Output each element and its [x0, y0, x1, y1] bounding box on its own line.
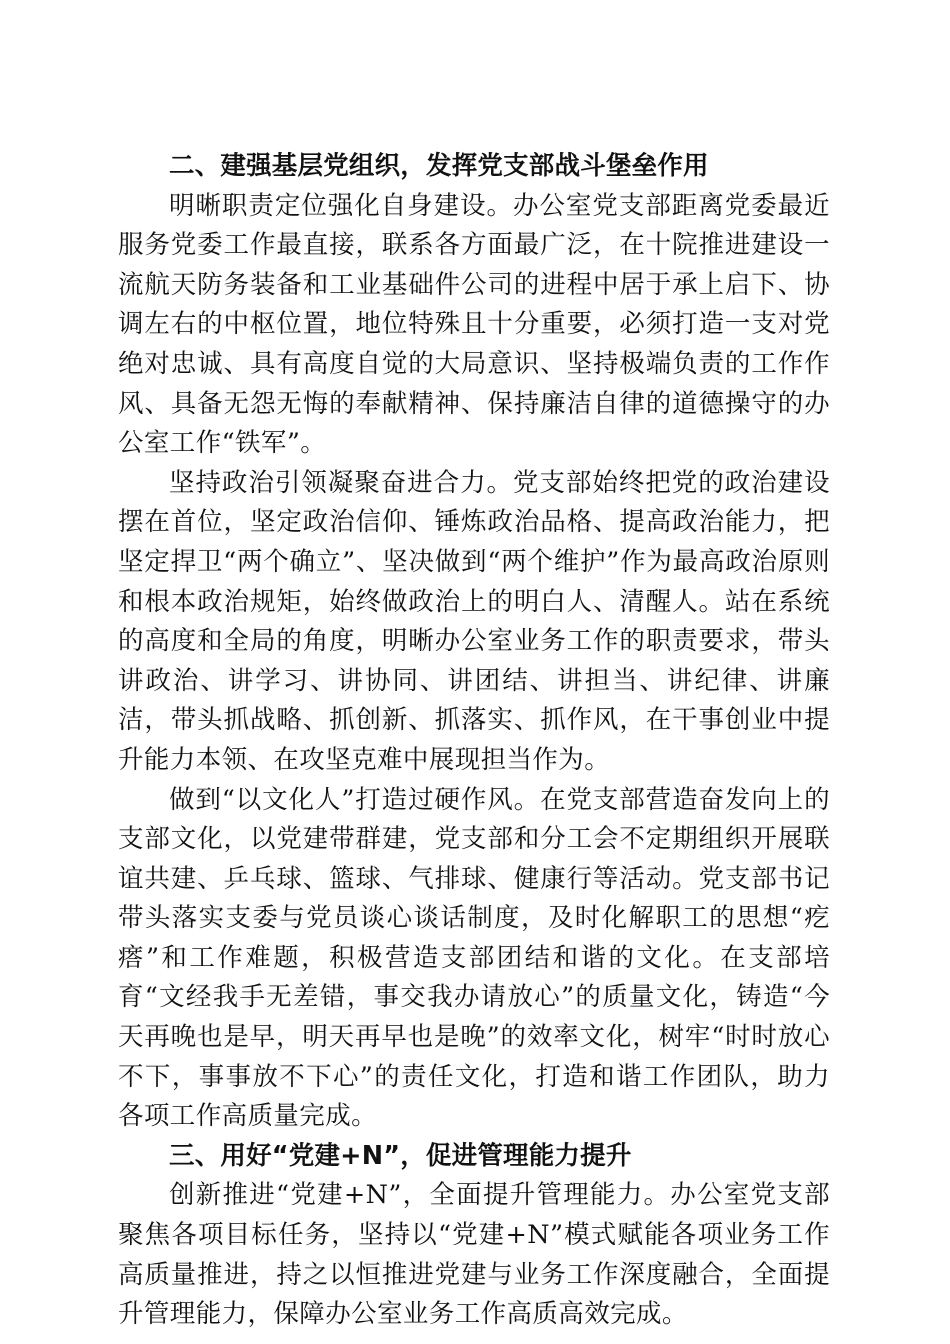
paragraph-management: 创新推进“党建+N”，全面提升管理能力。办公室党支部聚焦各项目标任务，坚持以“党建+N”模式赋能各项业务工作高质量推进，持之以恒推进党建与业务工作深度融合，全面提升管理能力，保障办公室业务工作高质高效完成。 — [118, 1180, 830, 1330]
paragraph-duties: 明晰职责定位强化自身建设。办公室党支部距离党委最近服务党委工作最直接，联系各方面最广泛，在十院推进建设一流航天防务装备和工业基础件公司的进程中居于承上启下、协调左右的中枢位置，地位特殊且十分重要，必须打造一支对党绝对忠诚、具有高度自觉的大局意识、坚持极端负责的工作作风、具备无怨无悔的奉献精神、保持廉洁自律的道德操守的办公室工作“铁军”。 — [118, 190, 830, 459]
paragraph-culture: 做到“以文化人”打造过硬作风。在党支部营造奋发向上的支部文化，以党建带群建，党支部和分工会不定期组织开展联谊共建、乒乓球、篮球、气排球、健康行等活动。党支部书记带头落实支委与党员谈心谈话制度，及时化解职工的思想“疙瘩”和工作难题，积极营造支部团结和谐的文化。在支部培育“文经我手无差错，事交我办请放心”的质量文化，铸造“今天再晚也是早，明天再早也是晚”的效率文化，树牢“时时放心不下，事事放不下心”的责任文化，打造和谐工作团队，助力各项工作高质量完成。 — [118, 784, 830, 1132]
document-page — [118, 147, 830, 1335]
paragraph-politics: 坚持政治引领凝聚奋进合力。党支部始终把党的政治建设摆在首位，坚定政治信仰、锤炼政治品格、提高政治能力，把坚定捍卫“两个确立”、坚决做到“两个维护”作为最高政治原则和根本政治规矩，始终做政治上的明白人、清醒人。站在系统的高度和全局的角度，明晰办公室业务工作的职责要求，带头讲政治、讲学习、讲协同、讲团结、讲担当、讲纪律、讲廉洁，带头抓战略、抓创新、抓落实、抓作风，在干事创业中提升能力本领、在攻坚克难中展现担当作为。 — [118, 467, 830, 775]
section-heading-2: 二、建强基层党组织，发挥党支部战斗堡垒作用 — [169, 151, 709, 181]
section-heading-3: 三、用好“党建+N”，促进管理能力提升 — [169, 1140, 632, 1171]
